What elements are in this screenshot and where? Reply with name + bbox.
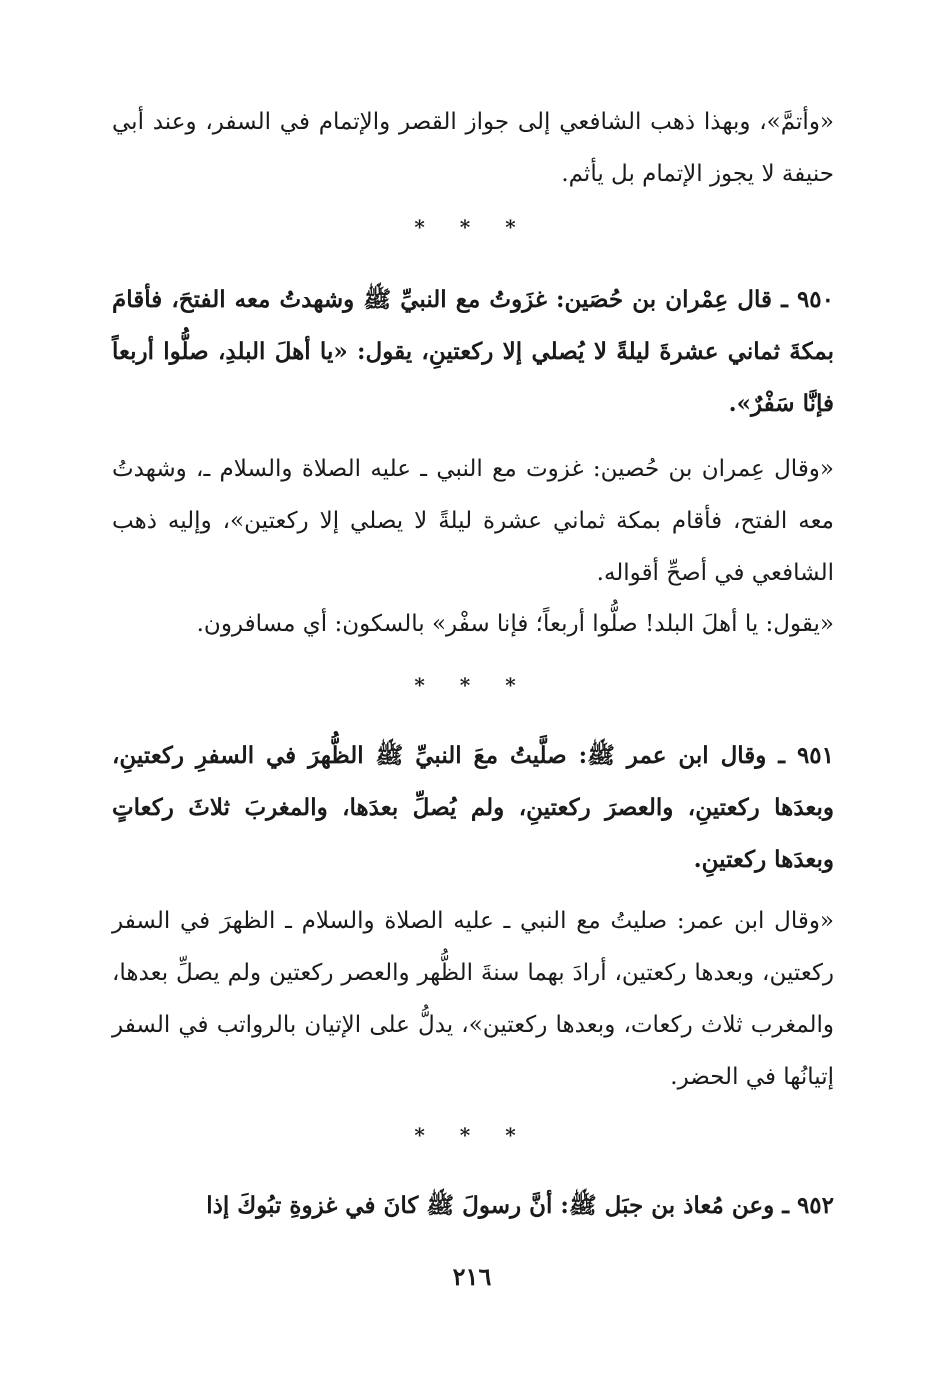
- commentary-951: «وقال ابن عمر: صليتُ مع النبي ـ عليه الصلاة والسلام ـ الظهرَ في السفر ركعتين، وبعدها ركعتين، أرادَ بهما سنةَ الظُّهر والعصر ركعتين ولم يصلِّ بعدها، والمغرب ثلاث ركعات، وبعدها ركعتين»، يدلُّ على الإتيان بالرواتب في السفر إتيانُها في الحضر.: [112, 908, 834, 1090]
- section-separator-3: * * *: [414, 1123, 530, 1147]
- hadith-951: ٩٥١ ـ وقال ابن عمر ﷺ: صلَّيتُ معَ النبيِّ ﷺ الظُّهرَ في السفرِ ركعتينِ، وبعدَها ركعتينِ، والعصرَ ركعتينِ، ولم يُصلِّ بعدَها، والمغربَ ثلاثَ ركعاتٍ وبعدَها ركعتينِ.: [112, 742, 834, 873]
- commentary-950-a: «وقال عِمران بن حُصين: غزوت مع النبي ـ عليه الصلاة والسلام ـ، وشهدتُ معه الفتح، فأقام بمكة ثماني عشرة ليلةً لا يصلي إلا ركعتين»، وإليه ذهب الشافعي في أصحِّ أقواله.: [112, 456, 834, 586]
- page-number: ٢١٦: [452, 1262, 492, 1291]
- section-separator-2: * * *: [414, 673, 530, 697]
- section-separator-1: * * *: [414, 215, 530, 239]
- commentary-950-b: «يقول: يا أهلَ البلد! صلُّوا أربعاً؛ فإنا سفْر» بالسكون: أي مسافرون.: [196, 611, 834, 637]
- paragraph-commentary-continuation: «وأتمَّ»، وبهذا ذهب الشافعي إلى جواز القصر والإتمام في السفر، وعند أبي حنيفة لا يجوز الإتمام بل يأثم.: [112, 109, 834, 187]
- hadith-950: ٩٥٠ ـ قال عِمْران بن حُصَين: غزَوتُ مع النبيِّ ﷺ وشهدتُ معه الفتحَ، فأقامَ بمكةَ ثماني عشرةَ ليلةً لا يُصلي إلا ركعتينِ، يقول: «يا أهلَ البلدِ، صلُّوا أربعاً فإنَّا سَفْرٌ».: [112, 286, 834, 417]
- hadith-952: ٩٥٢ ـ وعن مُعاذ بن جبَل ﷺ: أنَّ رسولَ ﷺ كانَ في غزوةِ تبُوكَ إذا: [206, 1192, 834, 1219]
